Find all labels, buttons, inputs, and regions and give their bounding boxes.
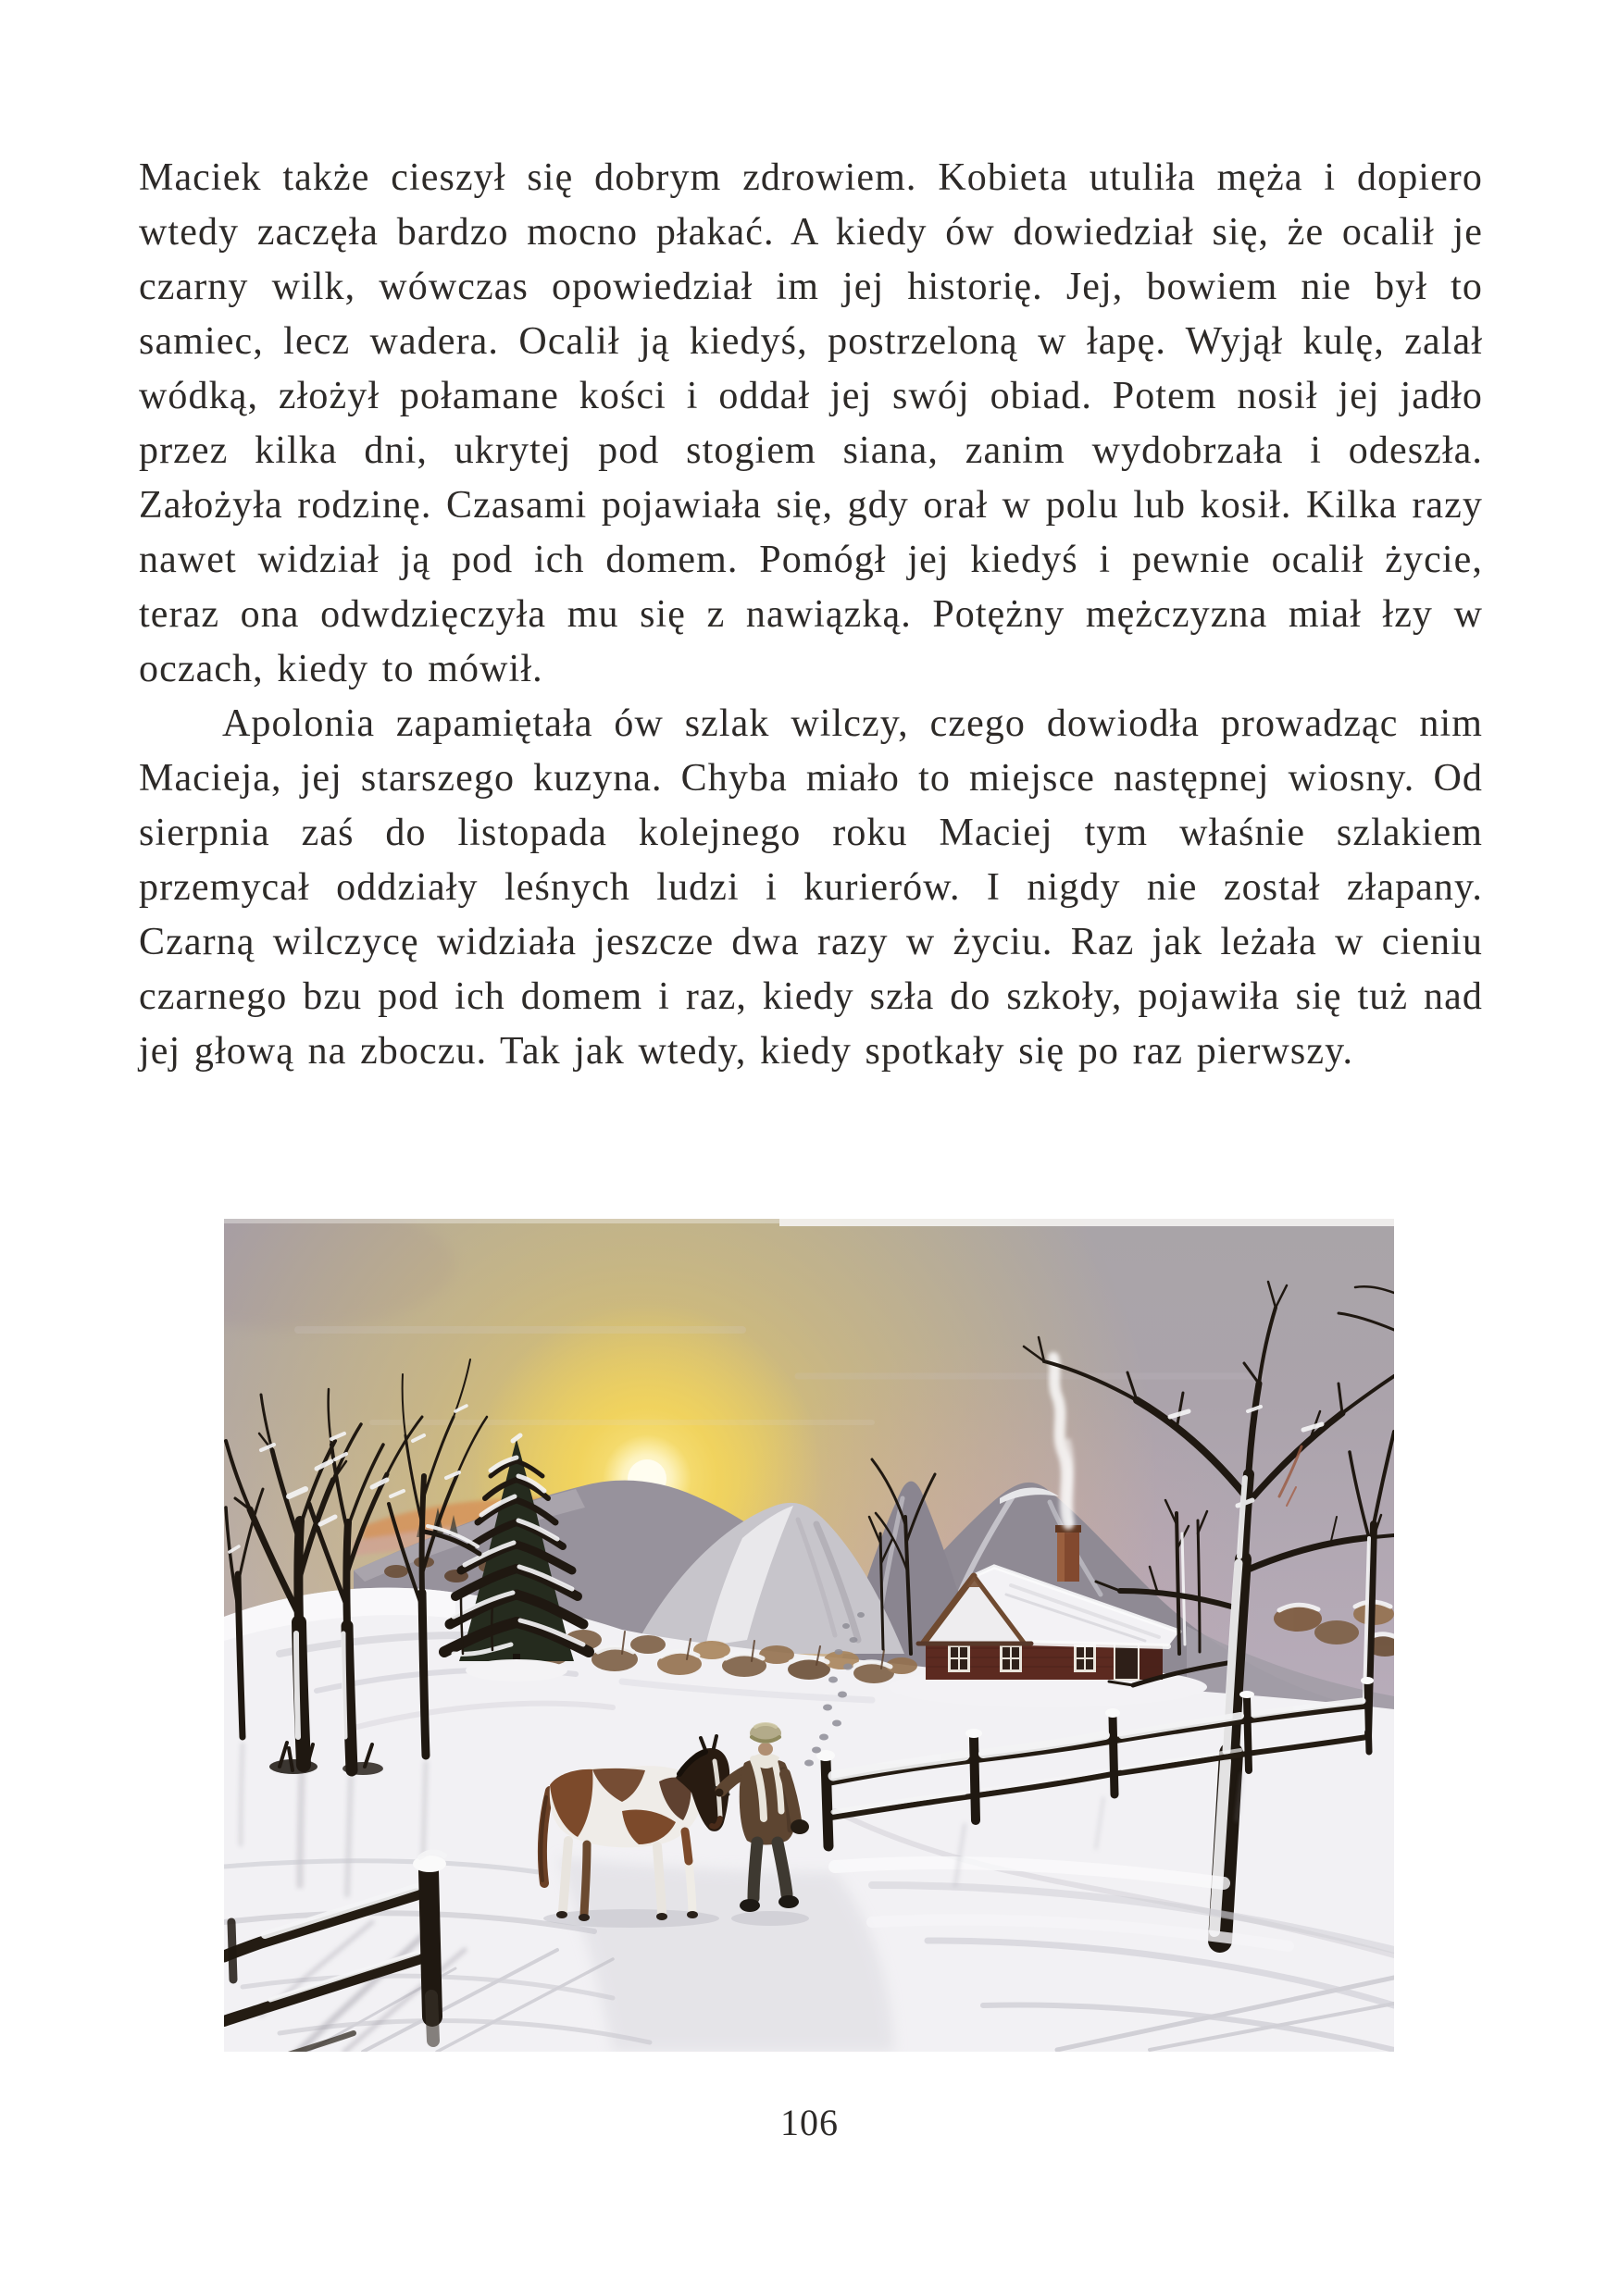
page-text — [139, 151, 1483, 1079]
winter-painting — [224, 1219, 1394, 2052]
paragraph: Maciek także cieszył się dobrym zdrowiem. Kobieta utuliła męża i dopiero wtedy zaczęła bardzo mocno płakać. A kiedy ów dowiedział się, że ocalił je czarny wilk, wówczas opowiedział im jej historię. Jej, bowiem nie był to samiec, lecz wadera. Ocalił ją kiedyś, postrzeloną w łapę. Wyjął kulę, zalał wódką, złożył połamane kości i oddał jej swój obiad. Potem nosił jej jadło przez kilka dni, ukrytej pod stogiem siana, zanim wydobrzała i odeszła. Założyła rodzinę. Czasami pojawiała się, gdy orał w polu lub kosił. Kilka razy nawet widział ją pod ich domem. Pomógł jej kiedyś i pewnie ocalił życie, teraz ona odwdzięczyła mu się z nawiązką. Potężny mężczyzna miał łzy w oczach, kiedy to mówił. — [139, 156, 1483, 690]
house-windows — [948, 1644, 1096, 1672]
page-number: 106 — [780, 2102, 839, 2143]
paragraph: Apolonia zapamiętała ów szlak wilczy, czego dowiodła prowadząc nim Macieja, jej starszego kuzyna. Chyba miało to miejsce następnej wiosny. Od sierpnia zaś do listopada kolejnego roku Maciej tym właśnie szlakiem przemycał oddziały leśnych ludzi i kurierów. I nigdy nie został złapany. Czarną wilczycę widziała jeszcze dwa razy w życiu. Raz jak leżała w cieniu czarnego bzu pod ich domem i raz, kiedy szła do szkoły, pojawiła się tuż nad jej głową na zboczu. Tak jak wtedy, kiedy spotkały się po raz pierwszy. — [139, 702, 1483, 1073]
